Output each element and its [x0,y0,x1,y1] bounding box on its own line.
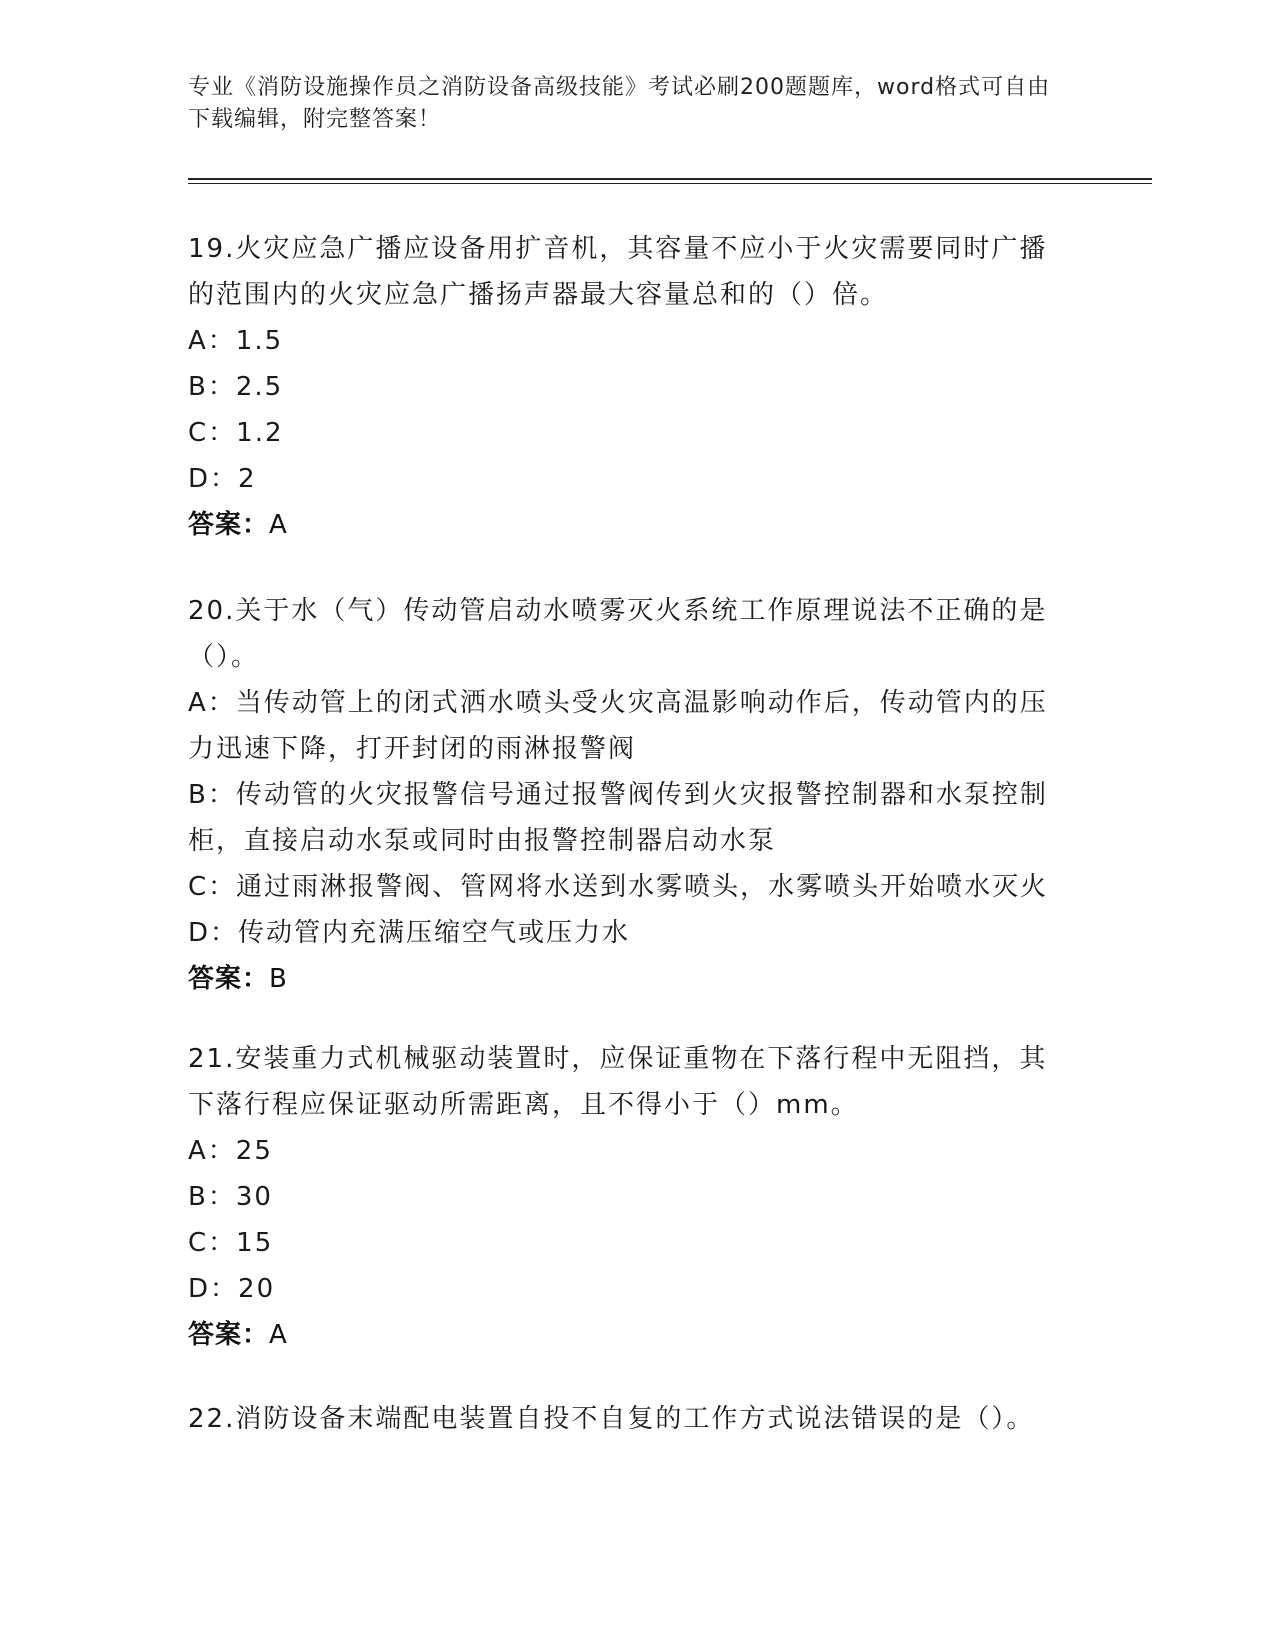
option-a: A：当传动管上的闭式洒水喷头受火灾高温影响动作后，传动管内的压力迅速下降，打开封闭的雨淋报警阀 [188,688,1048,764]
answer-line [188,502,1068,548]
answer-label: 答案： [188,510,270,540]
question-19 [188,226,1068,548]
question-21 [188,1036,1068,1358]
option-d: D：20 [188,1274,276,1304]
option-a: A：25 [188,1136,273,1166]
option-c: C：15 [188,1228,274,1258]
document-header: 专业《消防设施操作员之消防设备高级技能》考试必刷200题题库，word格式可自由下载编辑，附完整答案！ [188,75,1051,132]
answer-value: A [269,510,288,540]
option-b: B：30 [188,1182,273,1212]
answer-line [188,956,1068,1002]
answer-label: 答案： [188,1320,270,1350]
question-22 [188,1396,1068,1442]
question-stem: 19.火灾应急广播应设备用扩音机，其容量不应小于火灾需要同时广播的范围内的火灾应急广播扬声器最大容量总和的（）倍。 [188,234,1048,310]
option-d: D：2 [188,464,257,494]
question-stem: 21.安装重力式机械驱动装置时，应保证重物在下落行程中无阻挡，其下落行程应保证驱动所需距离，且不得小于（）mm。 [188,1044,1048,1120]
answer-value: B [269,964,288,994]
option-c: C：1.2 [188,418,284,448]
question-stem: 22.消防设备末端配电装置自投不自复的工作方式说法错误的是（）。 [188,1404,1035,1434]
answer-label: 答案： [188,964,270,994]
header-divider [188,178,1152,184]
answer-line [188,1312,1068,1358]
option-b: B：2.5 [188,372,284,402]
option-b: B：传动管的火灾报警信号通过报警阀传到火灾报警控制器和水泵控制柜，直接启动水泵或同时由报警控制器启动水泵 [188,780,1048,856]
answer-value: A [269,1320,288,1350]
option-a: A：1.5 [188,326,284,356]
question-20 [188,588,1068,1002]
option-d: D：传动管内充满压缩空气或压力水 [188,918,631,948]
option-c: C：通过雨淋报警阀、管网将水送到水雾喷头，水雾喷头开始喷水灭火 [188,872,1049,902]
question-stem: 20.关于水（气）传动管启动水喷雾灭火系统工作原理说法不正确的是（）。 [188,596,1048,672]
